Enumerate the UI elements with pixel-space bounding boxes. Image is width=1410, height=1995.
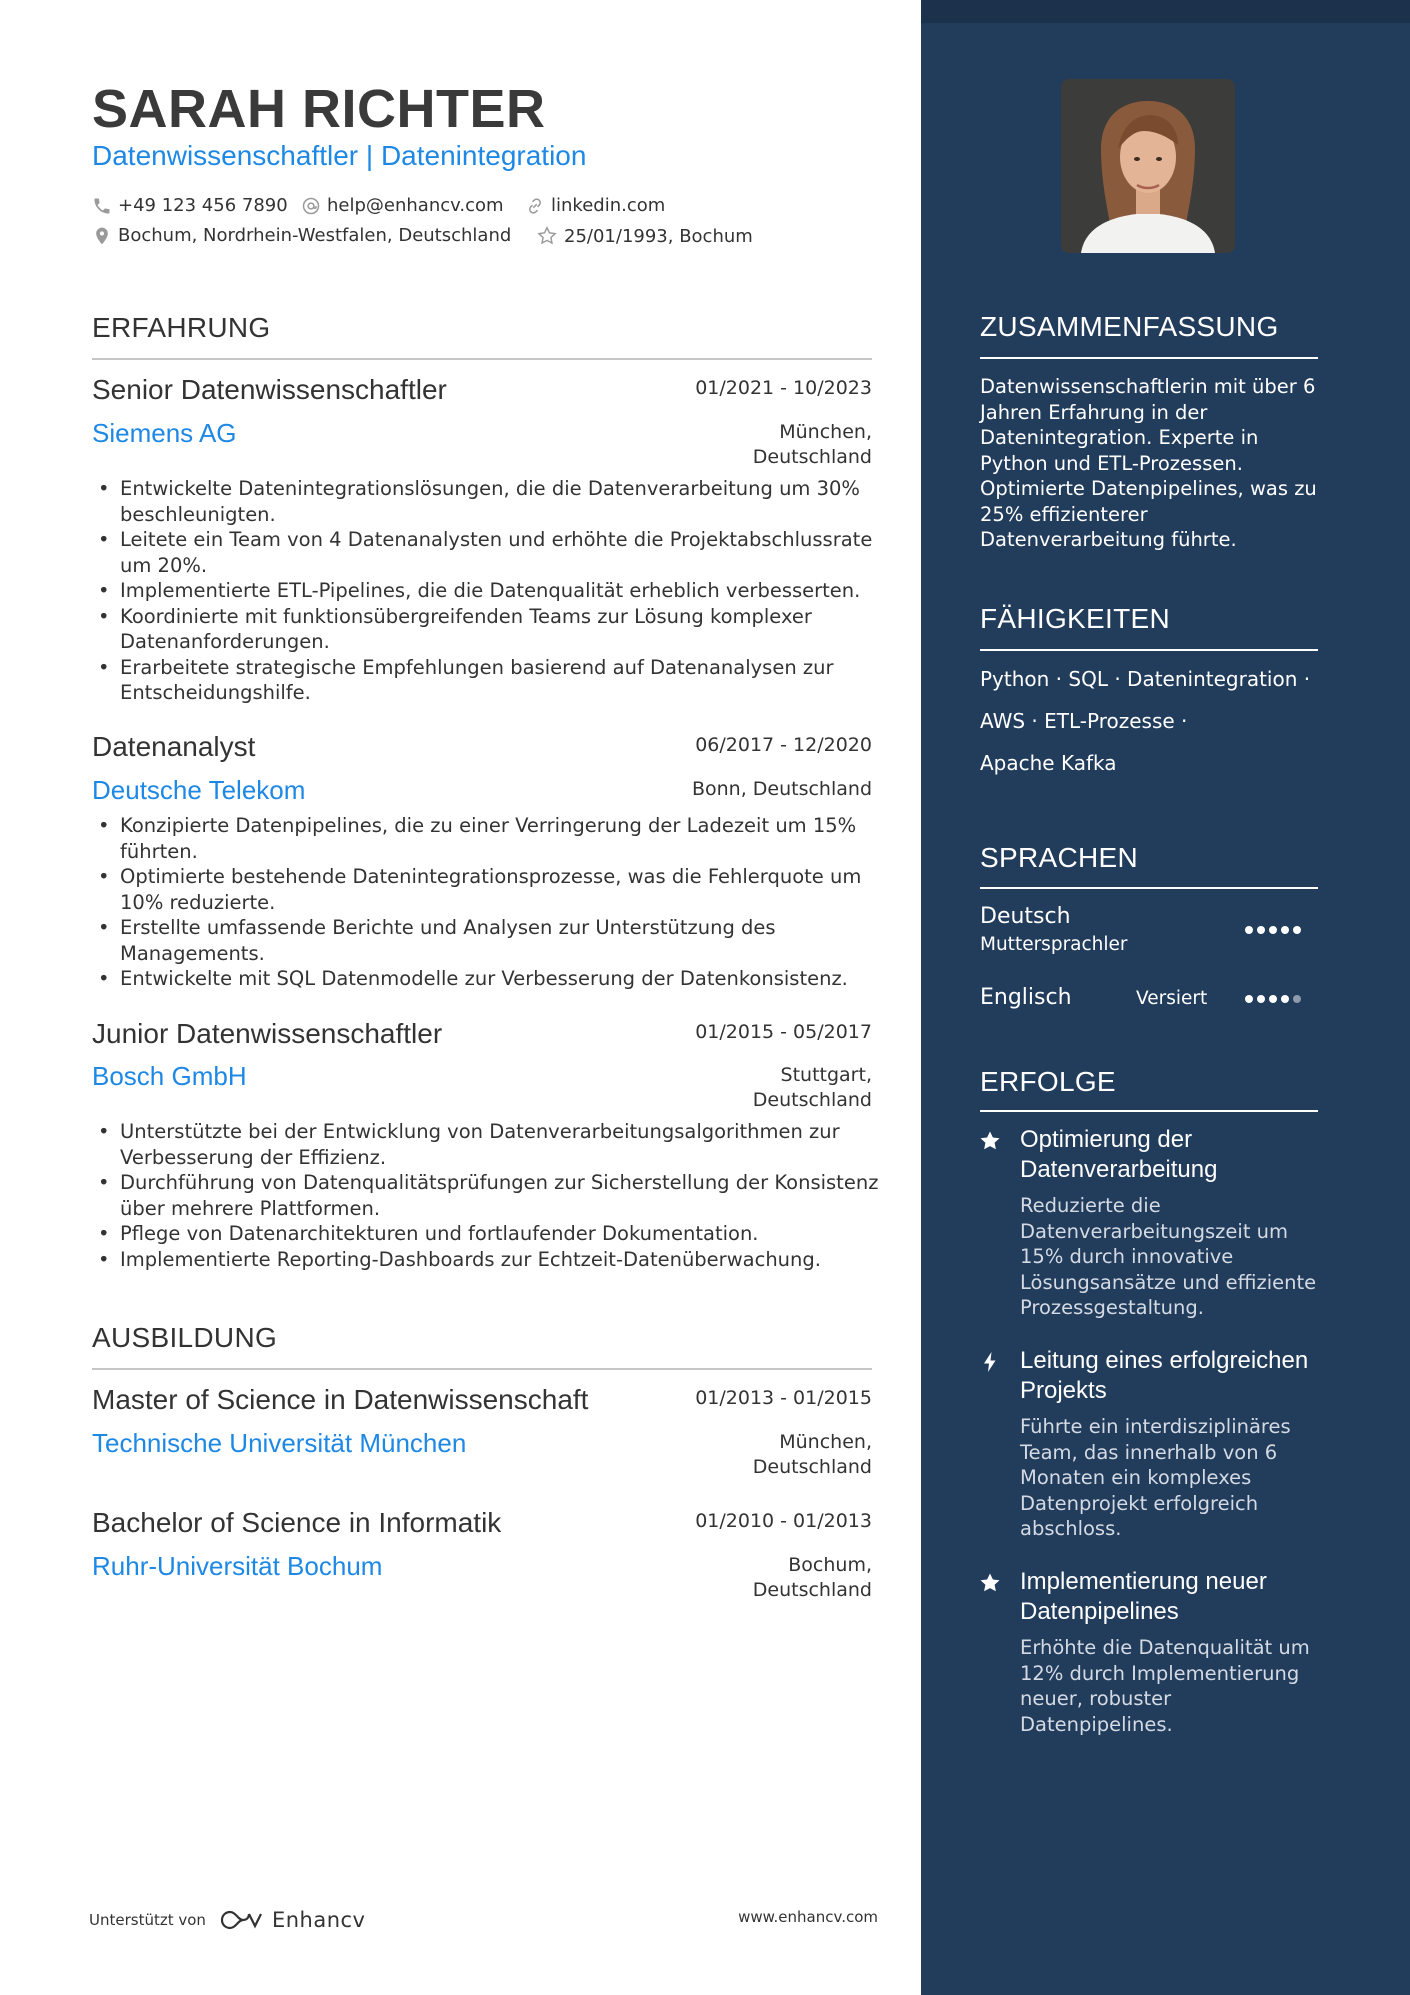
education-divider: [92, 1368, 872, 1370]
job-bullet: • Implementierte ETL-Pipelines, die die Datenqualität erheblich verbesserten.: [92, 578, 882, 604]
job-bullet: • Entwickelte mit SQL Datenmodelle zur Verbesserung der Datenkonsistenz.: [92, 966, 882, 992]
language-rating: [1245, 995, 1301, 1003]
experience-divider: [92, 358, 872, 360]
achievements-divider: [980, 1110, 1318, 1112]
brand-name: Enhancv: [271, 1908, 366, 1932]
skills-line: Apache Kafka: [980, 751, 1117, 775]
headline: Datenwissenschaftler | Datenintegration: [92, 140, 587, 171]
job-bullets: [92, 476, 882, 706]
location-contact: [92, 225, 511, 246]
job-dates: 06/2017 - 12/2020: [695, 734, 872, 756]
footer-website[interactable]: www.enhancv.com: [738, 1908, 878, 1926]
job-location-line: Deutschland: [752, 1089, 872, 1111]
birth-text: 25/01/1993, Bochum: [564, 225, 753, 247]
language-name: Englisch: [980, 985, 1072, 1010]
school-location: [753, 1553, 872, 1603]
linkedin-contact[interactable]: [525, 195, 665, 216]
education-section-title: AUSBILDUNG: [92, 1322, 278, 1353]
at-icon: [301, 196, 321, 216]
job-bullet: • Durchführung von Datenqualitätsprüfungen zur Sicherstellung der Konsistenz über mehrere Plattformen.: [92, 1170, 882, 1221]
job-bullet: • Leitete ein Team von 4 Datenanalysten und erhöhte die Projektabschlussrate um 20%.: [92, 527, 882, 578]
rating-dot: [1245, 926, 1253, 934]
degree-title: Master of Science in Datenwissenschaft: [92, 1384, 589, 1415]
degree-dates: 01/2013 - 01/2015: [695, 1387, 872, 1409]
school-location-line: Deutschland: [752, 1456, 872, 1478]
job-location-line: Bonn, Deutschland: [691, 778, 872, 800]
skills-line: Python · SQL · Datenintegration ·: [980, 667, 1311, 691]
rating-dot: [1293, 926, 1301, 934]
rating-dot: [1293, 995, 1301, 1003]
phone-text: +49 123 456 7890: [118, 195, 288, 216]
language-level: Versiert: [1136, 988, 1208, 1009]
job-location: [753, 420, 872, 470]
job-dates: 01/2015 - 05/2017: [695, 1021, 872, 1043]
school-location-line: Deutschland: [752, 1579, 872, 1601]
experience-section-title: ERFAHRUNG: [92, 312, 271, 343]
job-company[interactable]: Deutsche Telekom: [92, 775, 306, 805]
rating-dot: [1257, 926, 1265, 934]
phone-icon: [92, 196, 112, 216]
language-level: Muttersprachler: [980, 934, 1128, 955]
star-icon: [978, 1571, 1002, 1595]
achievement-title: Optimierung der Datenverarbeitung: [1020, 1126, 1218, 1183]
job-bullet: • Unterstützte bei der Entwicklung von Datenverarbeitungsalgorithmen zur Verbesserung der Effizienz.: [92, 1119, 882, 1170]
job-bullet: • Optimierte bestehende Datenintegrationsprozesse, was die Fehlerquote um 10% reduzierte.: [92, 864, 882, 915]
job-location: [753, 1063, 872, 1113]
profile-photo: [1061, 79, 1235, 253]
summary-text: Datenwissenschaftlerin mit über 6 Jahren Erfahrung in der Datenintegration. Experte in Python und ETL-Prozessen. Optimierte Datenpipelines, was zu 25% effizienterer Datenverarbeitung führte.: [980, 375, 1317, 551]
school-location-line: München,: [779, 1431, 872, 1453]
footer-powered-by: [89, 1907, 365, 1933]
job-bullet: • Entwickelte Datenintegrationslösungen, die die Datenverarbeitung um 30% beschleunigten.: [92, 476, 882, 527]
skills-section-title: FÄHIGKEITEN: [980, 603, 1170, 634]
rating-dot: [1281, 926, 1289, 934]
rating-dot: [1257, 995, 1265, 1003]
sidebar-top-bar: [921, 0, 1410, 23]
job-location-line: Stuttgart,: [780, 1064, 872, 1086]
language-name: Deutsch: [980, 904, 1071, 929]
achievement-title: Implementierung neuer Datenpipelines: [1020, 1568, 1267, 1625]
powered-by-text: Unterstützt von: [89, 1911, 206, 1929]
job-location-line: München,: [779, 421, 872, 443]
school-location-line: Bochum,: [788, 1554, 872, 1576]
school-name[interactable]: Ruhr-Universität Bochum: [92, 1551, 383, 1581]
job-bullet: • Pflege von Datenarchitekturen und fortlaufender Dokumentation.: [92, 1221, 882, 1247]
link-icon: [525, 196, 545, 216]
achievement-title: Leitung eines erfolgreichen Projekts: [1020, 1347, 1309, 1404]
job-bullets: [92, 813, 882, 992]
job-company[interactable]: Siemens AG: [92, 418, 237, 448]
school-location: [753, 1430, 872, 1480]
birth-contact: [536, 225, 753, 247]
languages-section-title: SPRACHEN: [980, 842, 1138, 873]
enhancv-logo-icon: [218, 1907, 268, 1933]
location-pin-icon: [92, 226, 112, 246]
job-role: Junior Datenwissenschaftler: [92, 1018, 443, 1049]
degree-dates: 01/2010 - 01/2013: [695, 1510, 872, 1532]
job-location-line: Deutschland: [752, 446, 872, 468]
job-bullet: • Erstellte umfassende Berichte und Analysen zur Unterstützung des Managements.: [92, 915, 882, 966]
degree-title: Bachelor of Science in Informatik: [92, 1507, 502, 1538]
bolt-icon: [978, 1350, 1002, 1374]
job-dates: 01/2021 - 10/2023: [695, 377, 872, 399]
skills-line: AWS · ETL-Prozesse ·: [980, 709, 1188, 733]
star-outline-icon: [536, 225, 558, 247]
summary-section-title: ZUSAMMENFASSUNG: [980, 311, 1279, 342]
job-bullet: • Konzipierte Datenpipelines, die zu einer Verringerung der Ladezeit um 15% führten.: [92, 813, 882, 864]
job-role: Datenanalyst: [92, 731, 256, 762]
job-bullet: • Implementierte Reporting-Dashboards zur Echtzeit-Datenüberwachung.: [92, 1247, 882, 1273]
phone-contact[interactable]: [92, 195, 288, 216]
linkedin-text: linkedin.com: [551, 195, 666, 216]
job-bullet: • Koordinierte mit funktionsübergreifenden Teams zur Lösung komplexer Datenanforderungen.: [92, 604, 882, 655]
rating-dot: [1245, 995, 1253, 1003]
location-text: Bochum, Nordrhein-Westfalen, Deutschland: [118, 225, 512, 246]
achievement-desc: Reduzierte die Datenverarbeitungszeit um 15% durch innovative Lösungsansätze und effiziente Prozessgestaltung.: [1020, 1194, 1317, 1319]
email-contact[interactable]: [301, 195, 504, 216]
job-bullet: • Erarbeitete strategische Empfehlungen basierend auf Datenanalysen zur Entscheidungshilfe.: [92, 655, 882, 706]
school-name[interactable]: Technische Universität München: [92, 1428, 467, 1458]
achievement-desc: Erhöhte die Datenqualität um 12% durch Implementierung neuer, robuster Datenpipelines.: [1020, 1636, 1310, 1736]
job-bullets: [92, 1119, 882, 1272]
language-rating: [1245, 926, 1301, 934]
job-location: [692, 777, 872, 802]
summary-divider: [980, 357, 1318, 359]
job-company[interactable]: Bosch GmbH: [92, 1061, 247, 1091]
star-icon: [978, 1129, 1002, 1153]
achievements-section-title: ERFOLGE: [980, 1066, 1116, 1097]
skills-divider: [980, 649, 1318, 651]
candidate-name: SARAH RICHTER: [92, 79, 546, 139]
languages-divider: [980, 887, 1318, 889]
profile-portrait-icon: [1061, 79, 1235, 253]
job-role: Senior Datenwissenschaftler: [92, 374, 447, 405]
email-text: help@enhancv.com: [327, 195, 504, 216]
rating-dot: [1269, 926, 1277, 934]
rating-dot: [1269, 995, 1277, 1003]
rating-dot: [1281, 995, 1289, 1003]
achievement-desc: Führte ein interdisziplinäres Team, das innerhalb von 6 Monaten ein komplexes Datenprojekt erfolgreich abschloss.: [1020, 1415, 1291, 1540]
